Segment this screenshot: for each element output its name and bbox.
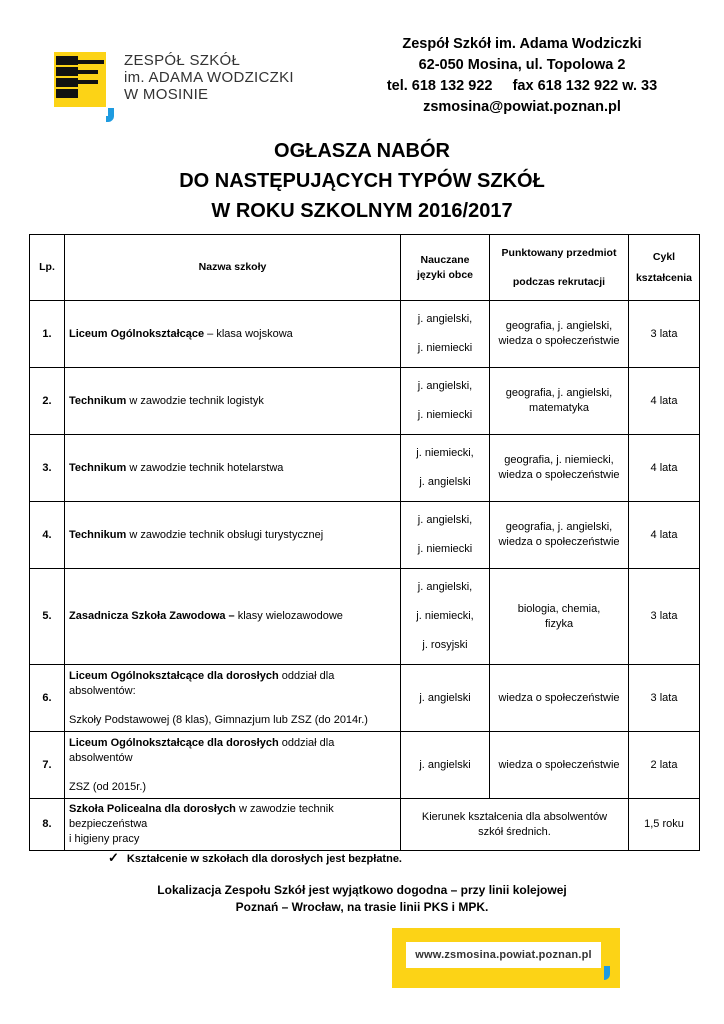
row-lp: 6. <box>30 665 65 732</box>
table-row <box>30 569 700 665</box>
row-school-type: Szkoła Policealna dla dorosłych <box>69 803 236 815</box>
row-languages: j. angielski <box>401 665 490 732</box>
free-education-note <box>108 850 402 866</box>
row-subject: wiedza o społeczeństwie <box>498 469 620 481</box>
row-school-name <box>65 665 401 732</box>
header-subjects-1: Punktowany przedmiot <box>501 246 617 259</box>
row-subject: geografia, j. angielski, <box>505 320 613 332</box>
row-languages <box>401 301 490 368</box>
row-school-name <box>65 732 401 799</box>
contact-address: 62-050 Mosina, ul. Topolowa 2 <box>418 57 626 73</box>
row-lp: 8. <box>30 799 65 851</box>
logo-text <box>124 52 294 103</box>
row-school-detail: w zawodzie technik bezpieczeństwa <box>69 803 334 830</box>
table-row <box>30 368 700 435</box>
row-subject: fizyka <box>544 617 574 630</box>
header-languages-1: Nauczane <box>420 253 470 266</box>
contact-block <box>372 34 672 118</box>
note-text: Kształcenie w szkołach dla dorosłych jest bezpłatne. <box>126 853 402 865</box>
row-subjects: wiedza o społeczeństwie <box>490 732 629 799</box>
row-lp: 3. <box>30 435 65 502</box>
row-cycle: 3 lata <box>629 569 700 665</box>
row-cycle: 3 lata <box>629 301 700 368</box>
row-language: j. angielski, <box>417 313 473 325</box>
title-line-3: W ROKU SZKOLNYM 2016/2017 <box>211 200 513 222</box>
logo-line-2: im. ADAMA WODZICZKI <box>124 69 294 86</box>
row-subjects <box>490 435 629 502</box>
row-merged-line: szkół średnich. <box>478 825 551 838</box>
row-school-type: Liceum Ogólnokształcące dla dorosłych <box>69 736 279 749</box>
row-school-detail: w zawodzie technik hotelarstwa <box>126 461 284 474</box>
table-row <box>30 665 700 732</box>
checkmark-icon: ✓ <box>108 850 119 865</box>
footer-line-1: Lokalizacja Zespołu Szkół jest wyjątkowo dogodna – przy linii kolejowej <box>157 883 567 897</box>
row-school-detail: w zawodzie technik logistyk <box>126 394 264 407</box>
table-row <box>30 301 700 368</box>
row-language: j. angielski <box>419 476 471 488</box>
header-cycle-1: Cykl <box>652 250 676 263</box>
row-school-type: Technikum <box>69 461 127 474</box>
row-subjects <box>490 301 629 368</box>
header-subjects-2: podczas rekrutacji <box>512 275 606 288</box>
header-cycle-2: kształcenia <box>635 271 693 284</box>
row-school-detail: oddział dla absolwentów: <box>69 669 335 697</box>
row-subjects <box>490 569 629 665</box>
row-languages: j. angielski <box>401 732 490 799</box>
row-school-detail: oddział dla absolwentów <box>69 736 335 764</box>
row-school-type: Liceum Ogólnokształcące dla dorosłych <box>69 669 279 682</box>
table-row <box>30 799 700 851</box>
header-name: Nazwa szkoły <box>65 235 401 301</box>
row-subject: wiedza o społeczeństwie <box>498 536 620 548</box>
header-subjects <box>490 235 629 301</box>
row-merged-line: Kierunek kształcenia dla absolwentów <box>421 810 608 823</box>
header-languages-2: języki obce <box>416 268 474 281</box>
row-language: j. niemiecki <box>417 342 473 354</box>
row-school-type: Liceum Ogólnokształcące <box>69 327 205 340</box>
table-row <box>30 732 700 799</box>
row-school-name <box>65 502 401 569</box>
row-school-name <box>65 799 401 851</box>
row-lp: 7. <box>30 732 65 799</box>
row-subject: geografia, j. angielski, <box>505 387 613 399</box>
row-school-detail-2: i higieny pracy <box>69 833 140 845</box>
row-subjects <box>490 502 629 569</box>
logo-line-1: ZESPÓŁ SZKÓŁ <box>124 52 241 69</box>
row-languages <box>401 569 490 665</box>
row-language: j. angielski, <box>417 514 473 526</box>
table-row <box>30 435 700 502</box>
row-school-type: Technikum <box>69 394 127 407</box>
row-cycle: 4 lata <box>629 435 700 502</box>
row-cycle: 3 lata <box>629 665 700 732</box>
row-language: j. rosyjski <box>422 639 468 651</box>
row-subjects: wiedza o społeczeństwie <box>490 665 629 732</box>
row-cycle: 4 lata <box>629 502 700 569</box>
contact-phone-fax: tel. 618 132 922 fax 618 132 922 w. 33 <box>386 78 658 94</box>
header-cycle <box>629 235 700 301</box>
row-language: j. niemiecki, <box>416 610 474 622</box>
table-row <box>30 502 700 569</box>
row-language: j. niemiecki <box>417 409 473 421</box>
row-subject: matematyka <box>529 402 589 414</box>
row-school-name <box>65 301 401 368</box>
table-header-row <box>30 235 700 301</box>
header-lp: Lp. <box>30 235 65 301</box>
row-cycle: 1,5 roku <box>629 799 700 851</box>
row-school-type: Technikum <box>69 528 127 541</box>
title-line-1: OGŁASZA NABÓR <box>274 140 450 162</box>
row-school-name <box>65 435 401 502</box>
banner-tail-icon <box>604 966 614 980</box>
row-school-detail: klasy wielozawodowe <box>234 610 343 622</box>
row-cycle: 4 lata <box>629 368 700 435</box>
row-merged-requirements <box>401 799 629 851</box>
contact-email[interactable]: zsmosina@powiat.poznan.pl <box>423 99 621 115</box>
row-language: j. niemiecki, <box>416 447 474 459</box>
footer-line-2: Poznań – Wrocław, na trasie linii PKS i MPK. <box>235 900 489 914</box>
school-logo-icon <box>54 52 114 122</box>
row-school-name <box>65 569 401 665</box>
row-lp: 1. <box>30 301 65 368</box>
row-subject: geografia, j. angielski, <box>505 521 613 533</box>
website-banner <box>392 928 620 988</box>
row-lp: 5. <box>30 569 65 665</box>
row-subjects <box>490 368 629 435</box>
row-subject: biologia, chemia, <box>517 602 601 615</box>
schools-table <box>29 234 700 851</box>
row-subject: wiedza o społeczeństwie <box>498 335 620 347</box>
logo-line-3: W MOSINIE <box>124 86 209 103</box>
row-languages <box>401 368 490 435</box>
row-school-type: Zasadnicza Szkoła Zawodowa – <box>69 610 235 622</box>
row-language: j. niemiecki <box>417 543 473 555</box>
row-school-name <box>65 368 401 435</box>
row-cycle: 2 lata <box>629 732 700 799</box>
row-lp: 2. <box>30 368 65 435</box>
title-line-2: DO NASTĘPUJĄCYCH TYPÓW SZKÓŁ <box>179 170 545 192</box>
row-school-detail: – klasa wojskowa <box>204 327 293 340</box>
website-url[interactable]: www.zsmosina.powiat.poznan.pl <box>406 942 601 968</box>
header-languages <box>401 235 490 301</box>
row-languages <box>401 435 490 502</box>
row-school-detail: w zawodzie technik obsługi turystycznej <box>126 528 324 541</box>
row-language: j. angielski, <box>417 380 473 392</box>
row-lp: 4. <box>30 502 65 569</box>
row-languages <box>401 502 490 569</box>
row-school-detail-2: ZSZ (od 2015r.) <box>69 780 147 793</box>
page-title <box>0 136 724 226</box>
contact-school-name: Zespół Szkół im. Adama Wodziczki <box>402 36 642 52</box>
row-subject: geografia, j. niemiecki, <box>504 454 614 466</box>
row-language: j. angielski, <box>417 581 473 593</box>
location-footer <box>0 882 724 916</box>
row-school-detail-2: Szkoły Podstawowej (8 klas), Gimnazjum lub ZSZ (do 2014r.) <box>69 713 368 726</box>
